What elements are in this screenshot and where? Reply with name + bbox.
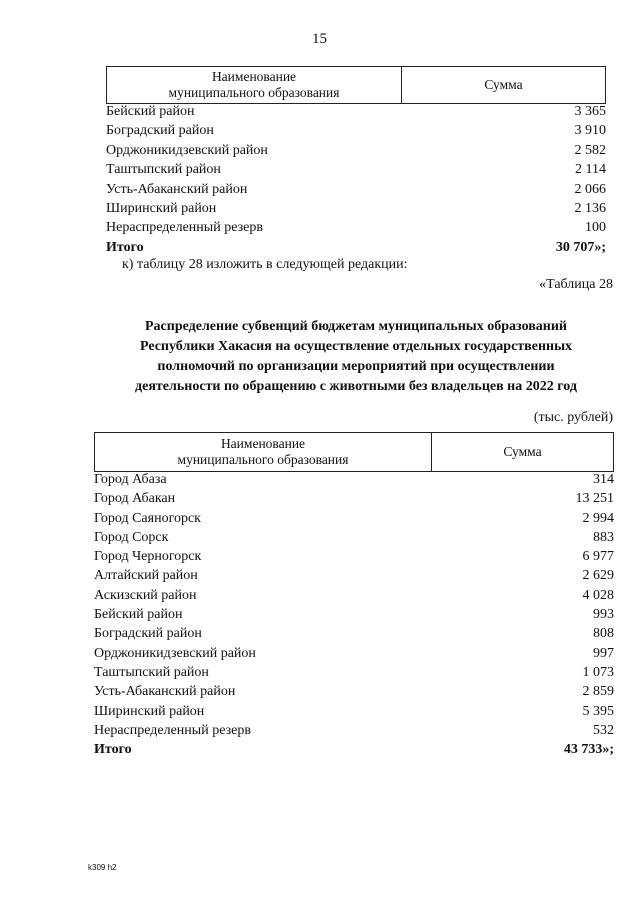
row-name: Таштыпский район [94,664,209,680]
table-row [94,491,614,510]
table2-header [94,432,614,472]
table1-header-name [107,67,402,103]
total-row [94,742,614,761]
title-line: полномочий по организации мероприятий при осуществлении [157,359,555,374]
row-name: Город Саяногорск [94,510,201,526]
row-name: Орджоникидзевский район [94,645,256,661]
table-title [96,317,616,397]
row-value: 100 [585,220,606,236]
row-name: Аскизский район [94,587,197,603]
row-name: Нераспределенный резерв [106,220,263,236]
row-name: Город Черногорск [94,549,202,565]
row-value: 993 [593,607,614,623]
row-value: 2 629 [582,568,614,584]
row-value: 997 [593,645,614,661]
table1-body [106,104,606,259]
row-value: 2 066 [574,181,606,197]
row-name: Бейский район [106,104,195,119]
table-row [106,104,606,123]
table-label: «Таблица 28 [539,277,613,292]
title-line: Республики Хакасия на осуществление отдельных государственных [139,339,573,354]
row-value: 2 859 [582,684,614,700]
row-name: Усть-Абаканский район [106,181,248,197]
row-name: Орджоникидзевский район [106,142,268,158]
row-value: 13 251 [575,491,614,507]
table1-header-sum: Сумма [484,77,523,92]
row-value: 314 [593,472,614,487]
table-row [106,182,606,201]
table2-header-name [95,433,432,471]
row-value: 883 [593,529,614,545]
table-row [106,143,606,162]
table-row [94,549,614,568]
row-value: 2 582 [574,142,606,158]
table-row [106,201,606,220]
row-value: 6 977 [582,549,614,565]
title-line: деятельности по обращению с животными без владельцев на 2022 год [135,379,577,394]
row-name: Город Абаза [94,472,167,487]
table1-header [106,66,606,104]
table-row [94,665,614,684]
row-name: Нераспределенный резерв [94,722,251,738]
table1-header-name-line2: муниципального образования [168,85,340,100]
row-name: Таштыпский район [106,162,221,178]
table-row [106,162,606,181]
row-value: 1 073 [582,664,614,680]
table-row [94,704,614,723]
table-row [94,684,614,703]
amendment-instruction: к) таблицу 28 изложить в следующей редакции: [122,257,408,272]
table1-header-name-line1: Наименование [211,69,297,84]
total-value: 43 733»; [563,742,614,758]
table-row [94,472,614,491]
row-name: Ширинский район [106,200,217,216]
row-name: Ширинский район [94,703,205,719]
total-label: Итого [106,239,144,255]
table-row [94,626,614,645]
row-name: Усть-Абаканский район [94,684,236,700]
total-value: 30 707»; [555,239,606,255]
table-row [94,530,614,549]
row-value: 2 994 [582,510,614,526]
table-row [106,220,606,239]
row-name: Город Абакан [94,491,176,507]
total-label: Итого [94,742,132,758]
page-number: 15 [312,31,327,47]
table-row [94,723,614,742]
row-value: 5 395 [582,703,614,719]
row-value: 2 136 [574,200,606,216]
row-name: Боградский район [94,626,202,642]
table-row [94,646,614,665]
row-value: 2 114 [575,162,606,178]
row-value: 808 [593,626,614,642]
table-row [106,123,606,142]
table-row [94,511,614,530]
footer-code: k309 h2 [88,863,117,872]
row-name: Бейский район [94,607,183,623]
table2-body [94,472,614,761]
table2-header-sum: Сумма [503,444,542,459]
units-note: (тыс. рублей) [533,410,613,425]
table-row [94,607,614,626]
title-line: Распределение субвенций бюджетам муниципальных образований [145,319,567,334]
table-row [94,568,614,587]
row-value: 532 [593,722,614,738]
row-name: Алтайский район [94,568,198,584]
table2-header-name-line2: муниципального образования [177,452,349,467]
row-value: 3 910 [574,123,606,139]
table2-header-name-line1: Наименование [220,436,306,451]
row-name: Боградский район [106,123,214,139]
row-name: Город Сорск [94,529,169,545]
row-value: 3 365 [574,104,606,119]
row-value: 4 028 [582,587,614,603]
table-row [94,588,614,607]
